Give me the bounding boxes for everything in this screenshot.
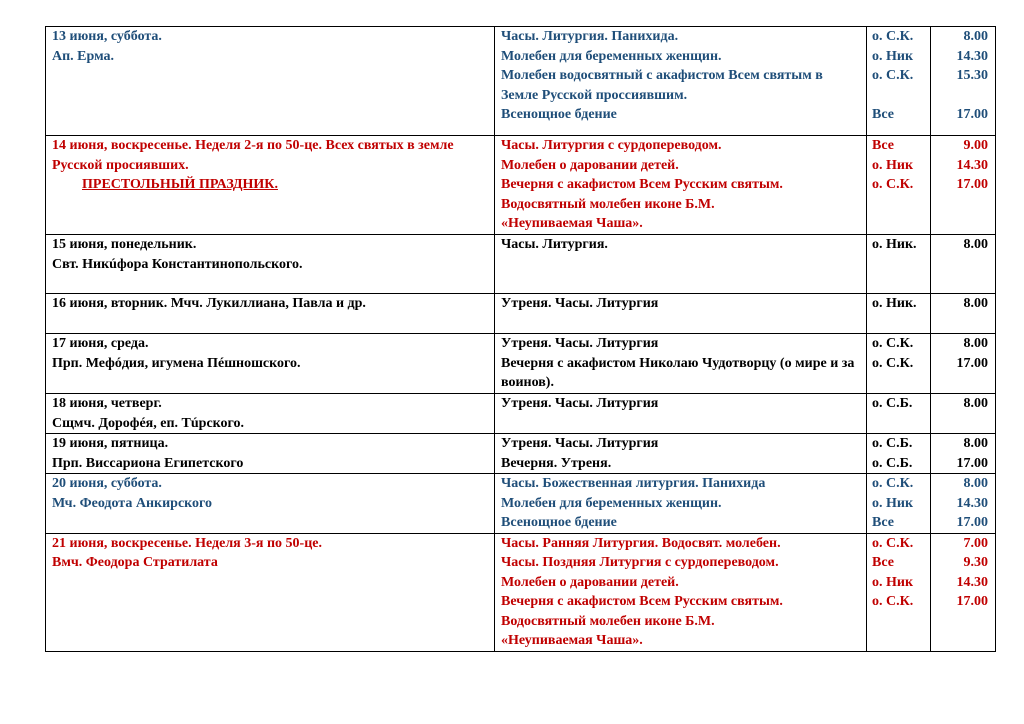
priest-item: о. С.К.	[872, 29, 914, 44]
priest-item: о. С.К.	[872, 594, 914, 609]
schedule-row	[46, 533, 996, 651]
time-item: 9.30	[963, 555, 988, 570]
service-item: Часы. Божественная литургия. Панихида	[501, 476, 766, 491]
time-item: 17.00	[956, 107, 988, 122]
time-item: 17.00	[956, 515, 988, 530]
schedule-row	[46, 474, 996, 534]
day-cell	[46, 136, 495, 235]
priest-cell	[867, 334, 931, 394]
day-cell	[46, 294, 495, 334]
day-saint: Вмч. Феодора Стратилата	[52, 555, 218, 570]
day-date: 14 июня, воскресенье. Неделя 2-я по 50-це. Всех святых в земле Русской просиявших.	[52, 138, 454, 173]
service-item: Утреня. Часы. Литургия	[501, 436, 659, 451]
day-saint: Прп. Мефóдия, игумена Пéшношского.	[52, 355, 301, 371]
priest-spacer	[872, 86, 924, 106]
service-item: Утреня. Часы. Литургия	[501, 396, 659, 411]
day-cell	[46, 434, 495, 474]
priest-item: о. Ник	[872, 574, 914, 590]
time-item: 14.30	[956, 574, 988, 590]
time-item: 17.00	[956, 177, 988, 192]
day-date: 13 июня, суббота.	[52, 29, 162, 44]
priest-item: Все	[872, 138, 894, 153]
services-cell	[495, 136, 867, 235]
time-cell	[931, 334, 996, 394]
time-item: 8.00	[963, 296, 988, 311]
time-item: 8.00	[963, 476, 988, 491]
services-cell	[495, 394, 867, 434]
day-cell	[46, 334, 495, 394]
priest-cell	[867, 136, 931, 235]
day-date: 19 июня, пятница.	[52, 436, 169, 451]
service-item: Часы. Литургия. Панихида.	[501, 29, 679, 44]
time-cell	[931, 474, 996, 534]
services-cell	[495, 533, 867, 651]
priest-item: о. С.Б.	[872, 455, 913, 471]
priest-item: Все	[872, 107, 894, 122]
priest-cell	[867, 294, 931, 334]
schedule-row	[46, 394, 996, 434]
service-item: Вечерня с акафистом Всем Русским святым.	[501, 594, 783, 609]
time-item: 14.30	[956, 157, 988, 173]
schedule-row	[46, 334, 996, 394]
service-item: Водосвятный молебен иконе Б.М.	[501, 613, 715, 629]
service-item: Утреня. Часы. Литургия	[501, 296, 659, 311]
schedule-row	[46, 27, 996, 136]
day-date: 16 июня, вторник. Мчч. Лукиллиана, Павла и др.	[52, 296, 366, 311]
service-item: Молебен для беременных женщин.	[501, 48, 722, 64]
priest-item: о. С.К.	[872, 336, 914, 351]
day-saint: Сщмч. Дорофéя, еп. Тúрского.	[52, 415, 245, 431]
priest-item: о. С.К.	[872, 535, 914, 551]
priest-item: о. С.К.	[872, 355, 914, 371]
time-cell	[931, 394, 996, 434]
services-cell	[495, 334, 867, 394]
time-item: 8.00	[963, 237, 988, 252]
priest-cell	[867, 533, 931, 651]
day-saint: Ап. Ерма.	[52, 48, 115, 64]
priest-item: о. Ник	[872, 157, 914, 173]
feast-label: ПРЕСТОЛЬНЫЙ ПРАЗДНИК.	[82, 177, 278, 192]
service-item: «Неупиваемая Чаша».	[501, 216, 643, 231]
priest-item: о. С.К.	[872, 68, 914, 83]
time-item: 17.00	[956, 455, 988, 471]
time-item: 14.30	[956, 495, 988, 511]
services-cell	[495, 235, 867, 294]
services-cell	[495, 434, 867, 474]
day-date: 18 июня, четверг.	[52, 396, 162, 411]
priest-item: о. Ник	[872, 48, 914, 64]
service-item: «Неупиваемая Чаша».	[501, 633, 643, 648]
time-item: 8.00	[963, 396, 988, 411]
service-item: Утреня. Часы. Литургия	[501, 336, 659, 351]
service-item: Часы. Литургия с сурдопереводом.	[501, 138, 722, 153]
priest-item: Все	[872, 555, 894, 570]
service-item: Водосвятный молебен иконе Б.М.	[501, 196, 715, 212]
time-item: 7.00	[963, 535, 988, 551]
priest-item: о. Ник.	[872, 237, 917, 252]
service-item: Вечерня с акафистом Всем Русским святым.	[501, 177, 783, 192]
schedule-row	[46, 136, 996, 235]
time-item: 8.00	[963, 29, 988, 44]
day-saint: Свт. Никúфора Константинопольского.	[52, 256, 303, 272]
day-cell	[46, 27, 495, 136]
priest-item: о. Ник.	[872, 296, 917, 311]
day-cell	[46, 394, 495, 434]
day-date: 15 июня, понедельник.	[52, 237, 197, 252]
service-item: Часы. Поздняя Литургия с сурдопереводом.	[501, 555, 779, 570]
time-cell	[931, 136, 996, 235]
priest-item: о. С.К.	[872, 177, 914, 192]
time-spacer	[937, 86, 988, 106]
service-item: Часы. Литургия.	[501, 237, 608, 252]
service-item: Вечерня. Утреня.	[501, 455, 612, 471]
service-item: Всенощное бдение	[501, 515, 617, 530]
service-item: Молебен о даровании детей.	[501, 157, 679, 173]
time-item: 17.00	[956, 594, 988, 609]
schedule-table	[45, 26, 996, 652]
time-item: 8.00	[963, 436, 988, 451]
time-cell	[931, 235, 996, 294]
day-date: 21 июня, воскресенье. Неделя 3-я по 50-це.	[52, 535, 322, 551]
schedule-row	[46, 434, 996, 474]
service-item: Молебен для беременных женщин.	[501, 495, 722, 511]
priest-item: о. С.К.	[872, 476, 914, 491]
day-saint: Мч. Феодота Анкирского	[52, 495, 213, 511]
priest-cell	[867, 27, 931, 136]
day-saint: Прп. Виссариона Египетского	[52, 455, 244, 471]
services-cell	[495, 474, 867, 534]
time-item: 17.00	[956, 355, 988, 371]
services-cell	[495, 27, 867, 136]
priest-item: о. С.Б.	[872, 396, 913, 411]
priest-cell	[867, 235, 931, 294]
time-cell	[931, 533, 996, 651]
schedule-row	[46, 294, 996, 334]
priest-item: о. С.Б.	[872, 436, 913, 451]
day-date: 17 июня, среда.	[52, 336, 149, 351]
time-item: 15.30	[956, 68, 988, 83]
services-cell	[495, 294, 867, 334]
day-cell	[46, 474, 495, 534]
day-cell	[46, 235, 495, 294]
time-cell	[931, 294, 996, 334]
time-cell	[931, 27, 996, 136]
day-cell	[46, 533, 495, 651]
service-item: Часы. Ранняя Литургия. Водосвят. молебен.	[501, 535, 781, 551]
day-date: 20 июня, суббота.	[52, 476, 162, 491]
service-item: Молебен о даровании детей.	[501, 574, 679, 590]
time-item: 14.30	[956, 48, 988, 64]
priest-item: о. Ник	[872, 495, 914, 511]
priest-cell	[867, 394, 931, 434]
schedule-row	[46, 235, 996, 294]
time-item: 8.00	[963, 336, 988, 351]
time-cell	[931, 434, 996, 474]
time-item: 9.00	[963, 138, 988, 153]
priest-cell	[867, 474, 931, 534]
service-item: Всенощное бдение	[501, 107, 617, 122]
service-item: Молебен водосвятный с акафистом Всем святым в Земле Русской проссиявшим.	[501, 68, 823, 103]
priest-item: Все	[872, 515, 894, 530]
priest-cell	[867, 434, 931, 474]
service-item: Вечерня с акафистом Николаю Чудотворцу (о мире и за воинов).	[501, 355, 855, 390]
